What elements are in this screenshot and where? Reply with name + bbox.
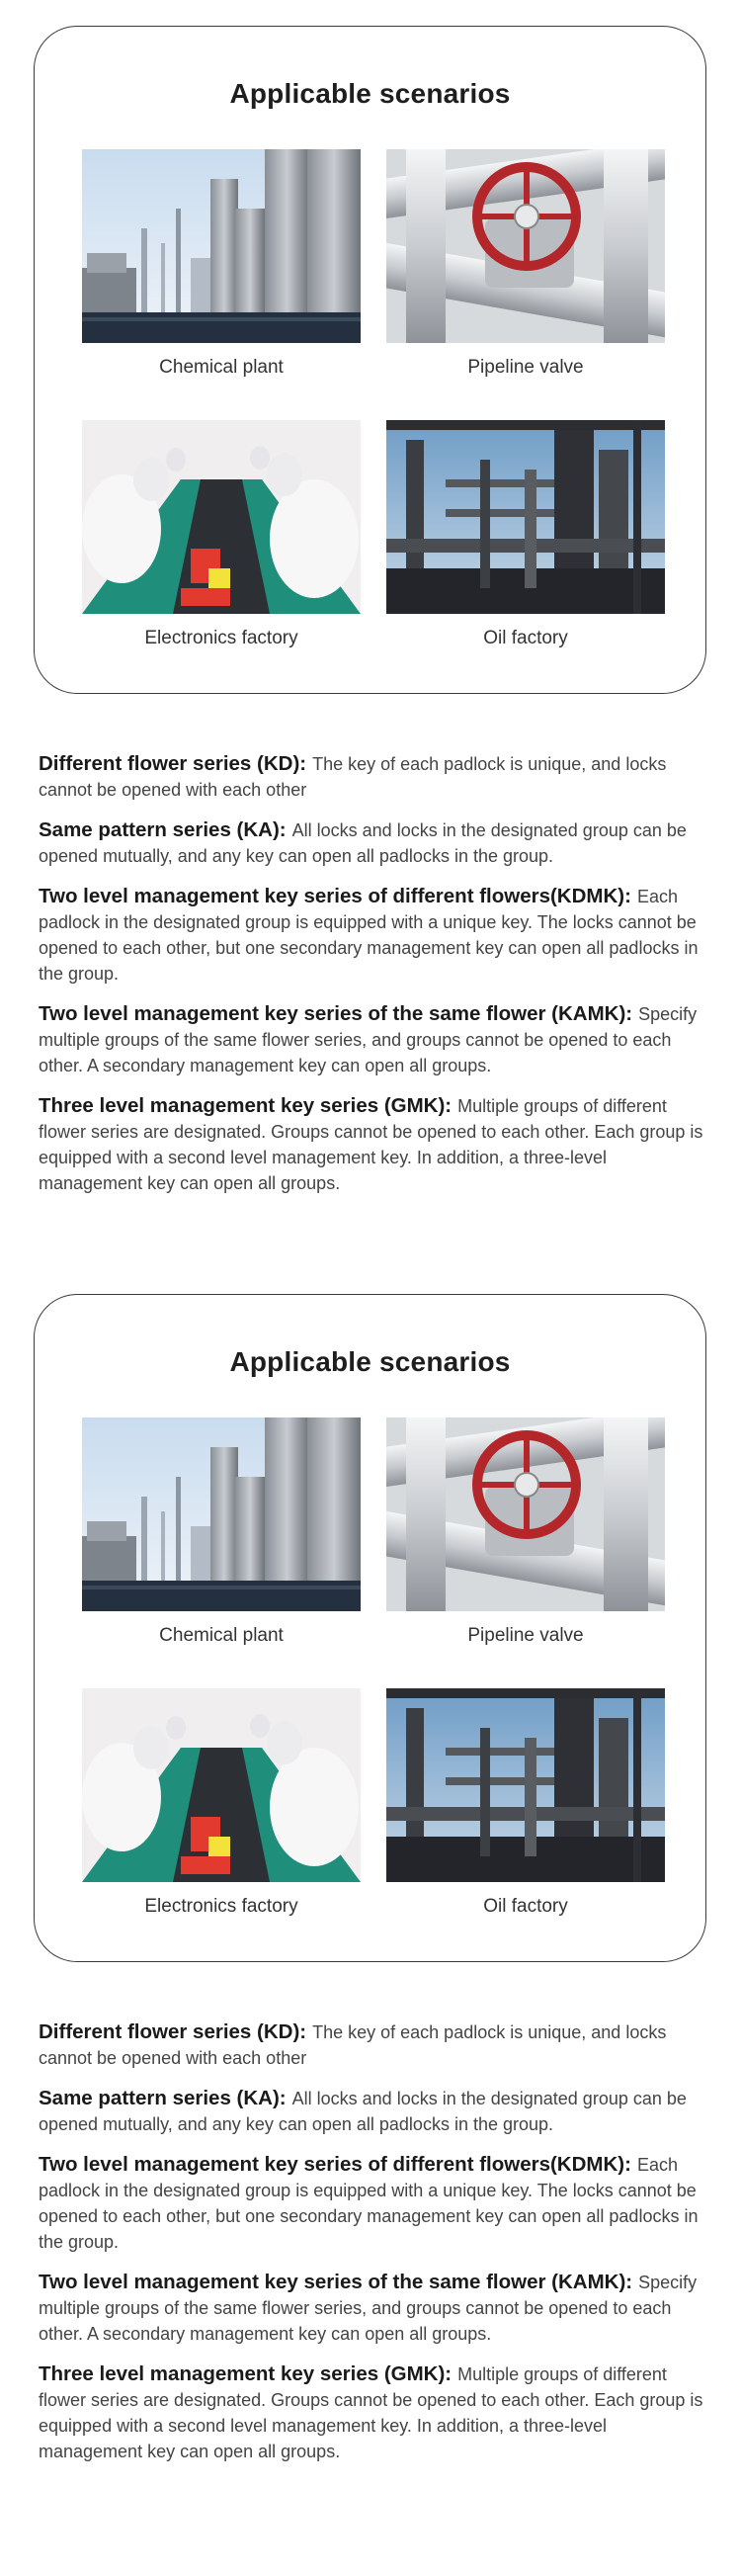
scenario-tile <box>82 1688 361 1918</box>
scenario-tile <box>386 1688 665 1918</box>
scenario-tile <box>82 420 361 649</box>
scenario-tile <box>82 1417 361 1647</box>
section-1 <box>0 0 741 1268</box>
key-series-item <box>39 751 710 803</box>
scenarios-card <box>34 26 706 694</box>
scenarios-card <box>34 1294 706 1962</box>
key-series-title: Different flower series (KD): <box>39 2020 307 2043</box>
key-series-item <box>39 1001 710 1078</box>
key-series-item <box>39 2270 710 2347</box>
scenario-caption: Pipeline valve <box>467 1625 584 1646</box>
key-series-text: Each padlock in the designated group is equipped with a unique key. The locks cannot be opened to each other, but one secondary management key can open all padlocks in the group. <box>39 2155 699 2252</box>
key-series-title: Three level management key series (GMK): <box>39 1094 453 1117</box>
key-series-title: Two level management key series of different flowers(KDMK): <box>39 885 631 907</box>
card-title: Applicable scenarios <box>229 1346 511 1377</box>
key-series-text: Specify multiple groups of the same flower series, and groups cannot be opened to each other. A secondary management key can open all groups. <box>39 2273 698 2344</box>
key-series-item <box>39 2019 710 2071</box>
key-series-title: Two level management key series of the same flower (KAMK): <box>39 2271 633 2293</box>
key-series-title: Different flower series (KD): <box>39 752 307 775</box>
scenario-caption: Chemical plant <box>159 357 284 378</box>
key-series-text: Each padlock in the designated group is equipped with a unique key. The locks cannot be opened to each other, but one secondary management key can open all padlocks in the group. <box>39 887 699 984</box>
key-series-item <box>39 2361 710 2464</box>
key-series-item <box>39 2152 710 2255</box>
key-series-title: Two level management key series of different flowers(KDMK): <box>39 2153 631 2176</box>
key-series-text: The key of each padlock is unique, and locks cannot be opened with each other <box>39 2022 667 2068</box>
key-series-text: All locks and locks in the designated group can be opened mutually, and any key can open all padlocks in the group. <box>39 820 687 866</box>
section-2 <box>0 1268 741 2576</box>
scenario-caption: Oil factory <box>483 628 568 648</box>
key-series-text: Multiple groups of different flower series are designated. Groups cannot be opened to each other. Each group is equipped with a second level management key. In addition, a three-level management key can open all groups. <box>39 2364 703 2461</box>
chemical-plant-photo <box>82 1417 361 1611</box>
oil-factory-photo <box>386 1688 665 1882</box>
pipeline-valve-photo <box>386 149 665 343</box>
card-title: Applicable scenarios <box>229 78 511 109</box>
scenario-caption: Pipeline valve <box>467 357 584 378</box>
scenario-caption: Oil factory <box>483 1896 568 1917</box>
electronics-factory-photo <box>82 1688 361 1882</box>
key-series-item <box>39 1093 710 1196</box>
electronics-factory-photo <box>82 420 361 614</box>
scenario-tile <box>386 420 665 649</box>
key-series-list <box>39 751 710 1211</box>
key-series-text: The key of each padlock is unique, and locks cannot be opened with each other <box>39 754 667 800</box>
key-series-text: Specify multiple groups of the same flower series, and groups cannot be opened to each other. A secondary management key can open all groups. <box>39 1004 698 1075</box>
scenario-caption: Electronics factory <box>144 628 298 648</box>
oil-factory-photo <box>386 420 665 614</box>
pipeline-valve-photo <box>386 1417 665 1611</box>
key-series-title: Three level management key series (GMK): <box>39 2362 453 2385</box>
scenario-caption: Electronics factory <box>144 1896 298 1917</box>
scenario-tile <box>386 1417 665 1647</box>
key-series-item <box>39 817 710 869</box>
key-series-item <box>39 884 710 987</box>
key-series-text: All locks and locks in the designated group can be opened mutually, and any key can open all padlocks in the group. <box>39 2089 687 2134</box>
chemical-plant-photo <box>82 149 361 343</box>
key-series-list <box>39 2019 710 2479</box>
scenario-tile <box>82 149 361 379</box>
key-series-title: Same pattern series (KA): <box>39 818 287 841</box>
key-series-title: Same pattern series (KA): <box>39 2087 287 2109</box>
scenario-caption: Chemical plant <box>159 1625 284 1646</box>
scenario-tile <box>386 149 665 379</box>
key-series-text: Multiple groups of different flower series are designated. Groups cannot be opened to each other. Each group is equipped with a second level management key. In addition, a three-level management key can open all groups. <box>39 1096 703 1193</box>
key-series-item <box>39 2086 710 2137</box>
key-series-title: Two level management key series of the same flower (KAMK): <box>39 1002 633 1025</box>
